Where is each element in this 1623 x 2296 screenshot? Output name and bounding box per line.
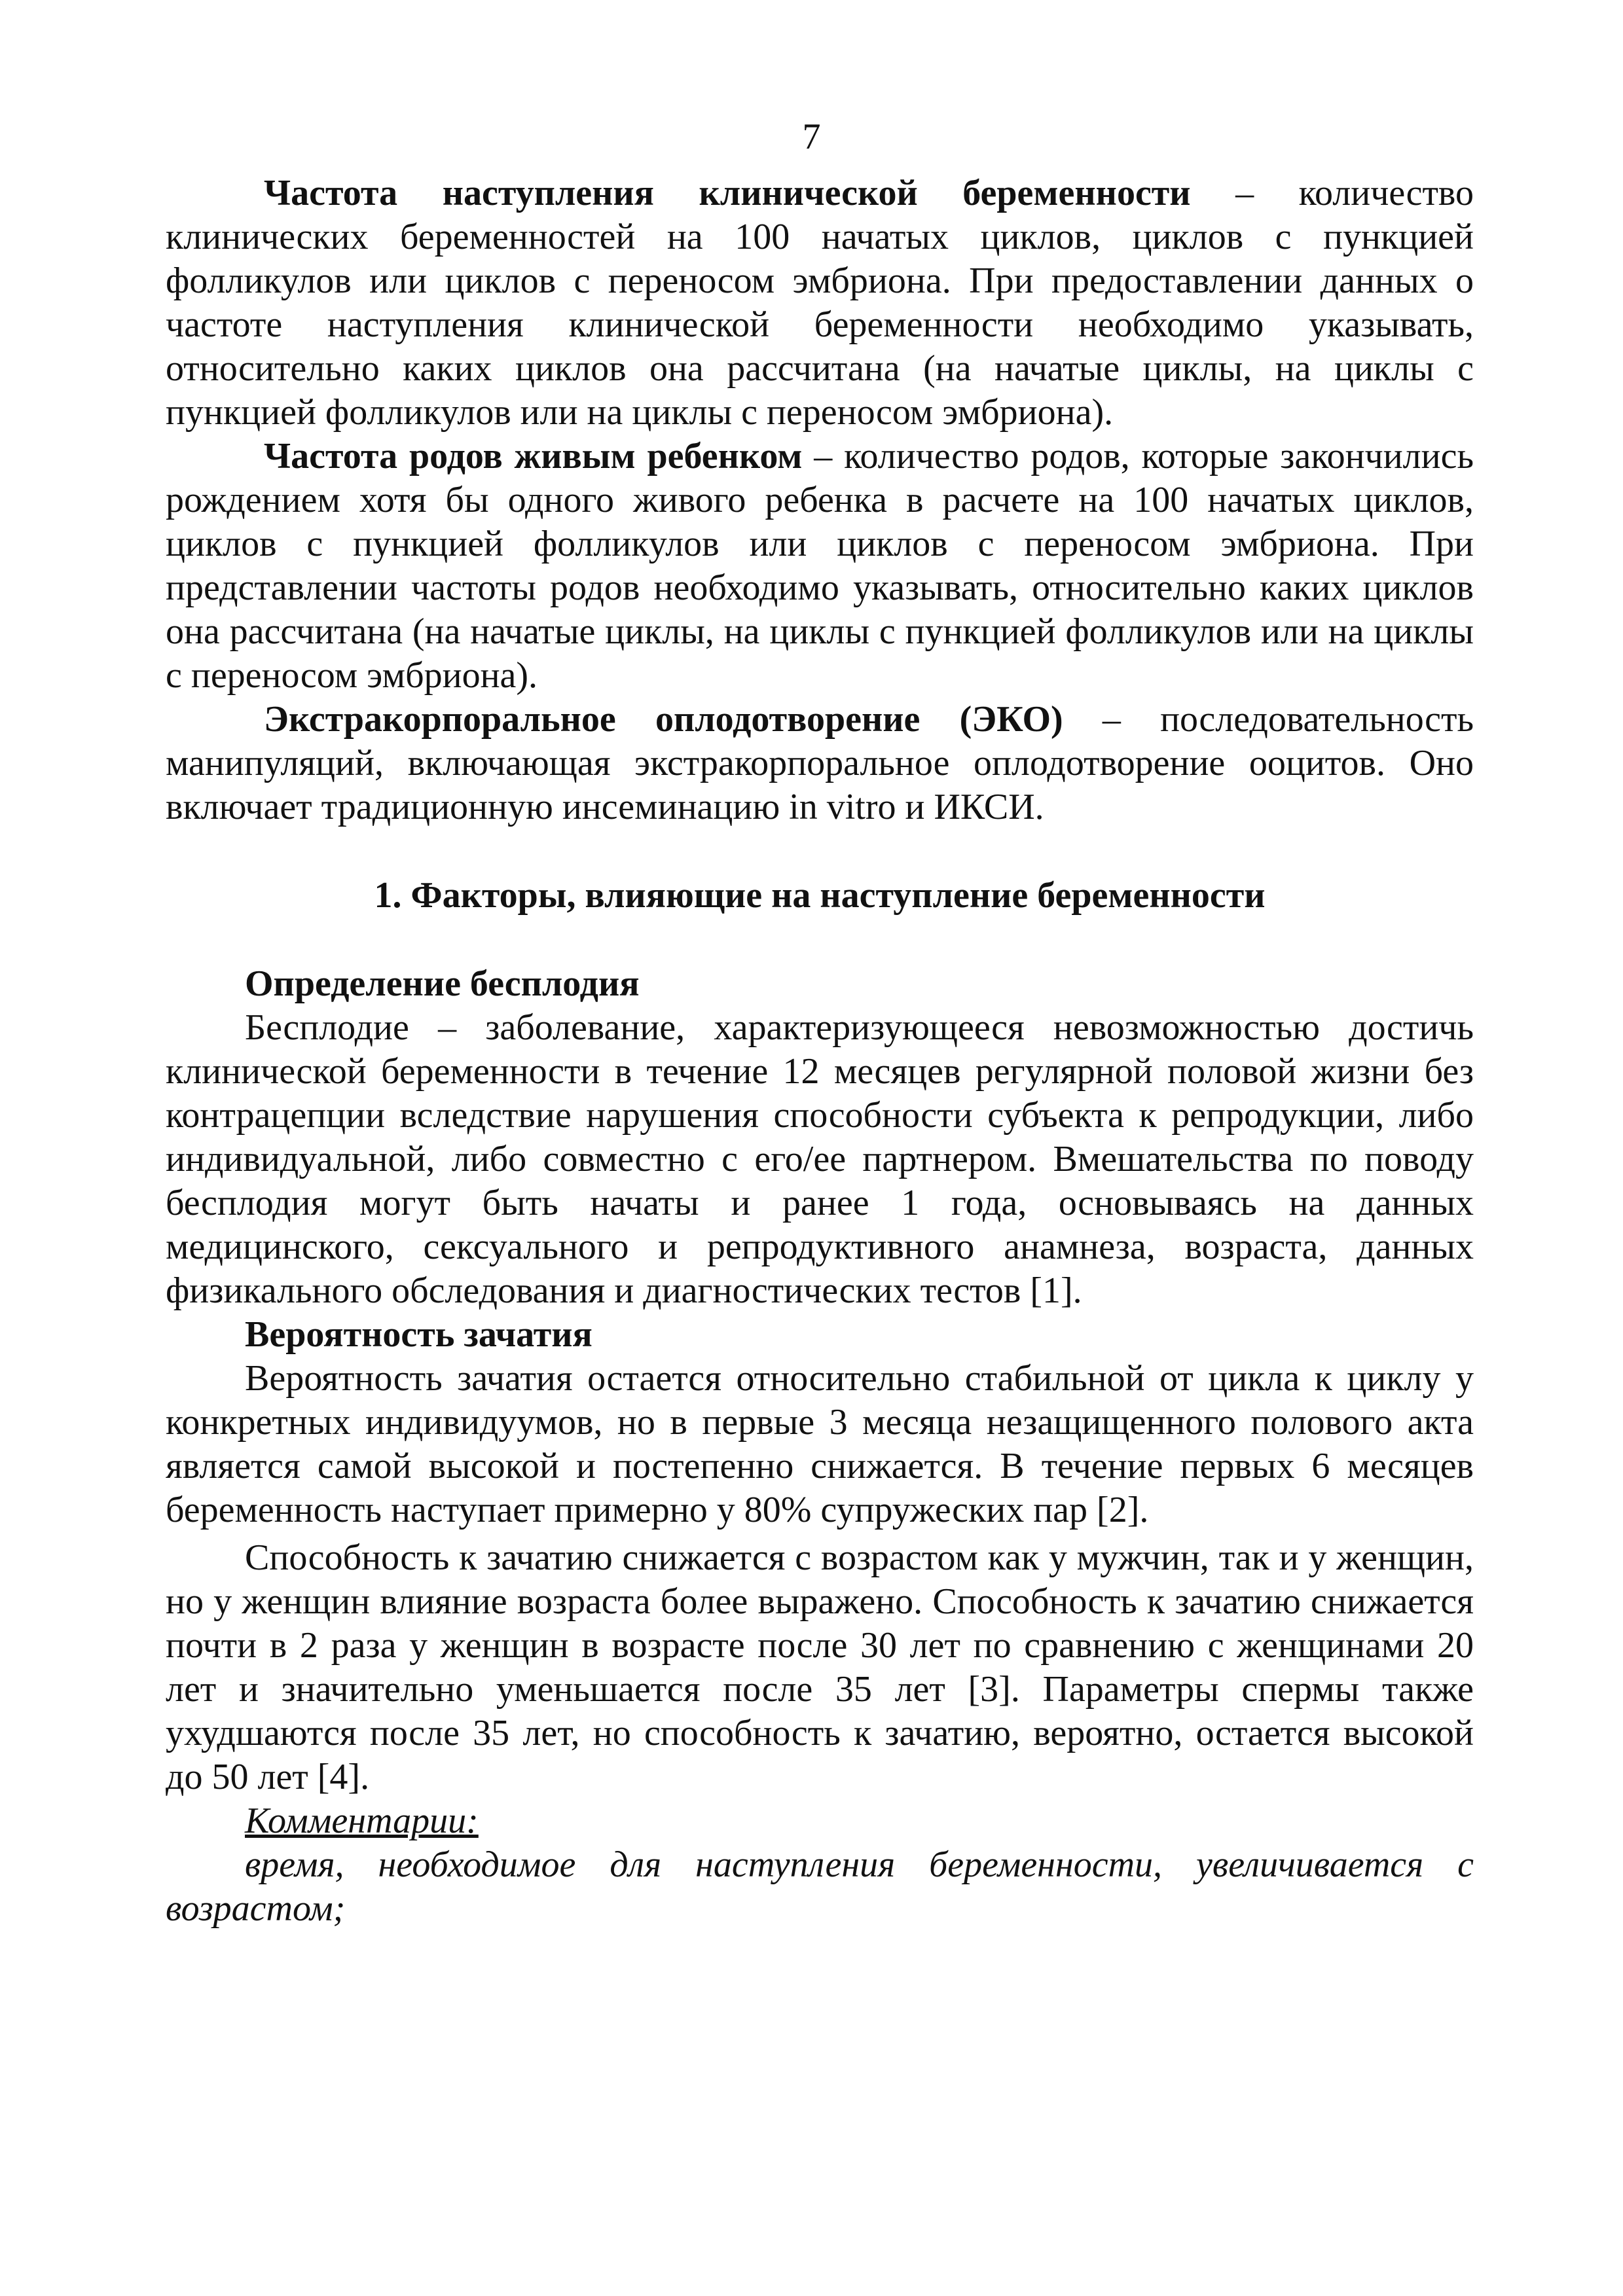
infertility-paragraph: Бесплодие – заболевание, характеризующееся невозможностью достичь клинической беременности в течение 12 месяцев регулярной половой жизни без контрацепции вследствие нарушения способности субъекта к репродукции, либо индивидуальной, либо совместно с его/ее партнером. Вмешательства по поводу бесплодия могут быть начаты и ранее 1 года, основываясь на данных медицинского, сексуального и репродуктивного анамнеза, возраста, данных физикального обследования и диагностических тестов [1].: [166, 1007, 1474, 1311]
definition-text: – количество родов, которые закончились рождением хотя бы одного живого ребенка в расчете на 100 начатых циклов, циклов с пункцией фолликулов или циклов с переносом эмбриона. При представлении частоты родов необходимо указывать, относительно каких циклов она рассчитана (на начатые циклы, на циклы с пункцией фолликулов или на циклы с переносом эмбриона).: [166, 436, 1474, 696]
conception-paragraph: Вероятность зачатия остается относительно стабильной от цикла к циклу у конкретных индивидуумов, но в первые 3 месяца незащищенного полового акта является самой высокой и постепенно снижается. В течение первых 6 месяцев беременность наступает примерно у 80% супружеских пар [2].: [166, 1358, 1474, 1530]
page-content: [166, 171, 1474, 1931]
definition-term: Частота родов живым ребенком: [264, 436, 803, 476]
definition-term: Экстракорпоральное оплодотворение (ЭКО): [264, 699, 1063, 740]
definition-clinical-pregnancy-rate: [166, 171, 1474, 435]
subheading-infertility-definition: Определение бесплодия: [245, 963, 640, 1004]
comments-label: Комментарии:: [245, 1801, 479, 1841]
definition-text: – количество клинических беременностей на 100 начатых циклов, циклов с пункцией фолликулов или циклов с переносом эмбриона. При предоставлении данных о частоте наступления клинической беременности необходимо указывать, относительно каких циклов она рассчитана (на начатые циклы, на циклы с пункцией фолликулов или на циклы с переносом эмбриона).: [166, 173, 1474, 433]
definition-ivf: [166, 698, 1474, 829]
definition-term: Частота наступления клинической беременности: [264, 173, 1191, 213]
definition-text: – последовательность манипуляций, включающая экстракорпоральное оплодотворение ооцитов. Оно включает традиционную инсеминацию in vitro и ИКСИ.: [166, 699, 1474, 827]
page-number: 7: [802, 117, 821, 157]
definition-live-birth-rate: [166, 435, 1474, 698]
comment-text: время, необходимое для наступления беременности, увеличивается с возрастом;: [166, 1844, 1474, 1929]
conception-paragraph: Способность к зачатию снижается с возрастом как у мужчин, так и у женщин, но у женщин влияние возраста более выражено. Способность к зачатию снижается почти в 2 раза у женщин в возрасте после 30 лет по сравнению с женщинами 20 лет и значительно уменьшается после 35 лет [3]. Параметры спермы также ухудшаются после 35 лет, но способность к зачатию, вероятно, остается высокой до 50 лет [4].: [166, 1537, 1474, 1797]
subheading-conception-probability: Вероятность зачатия: [245, 1314, 593, 1355]
section-heading: 1. Факторы, влияющие на наступление беременности: [374, 875, 1266, 916]
